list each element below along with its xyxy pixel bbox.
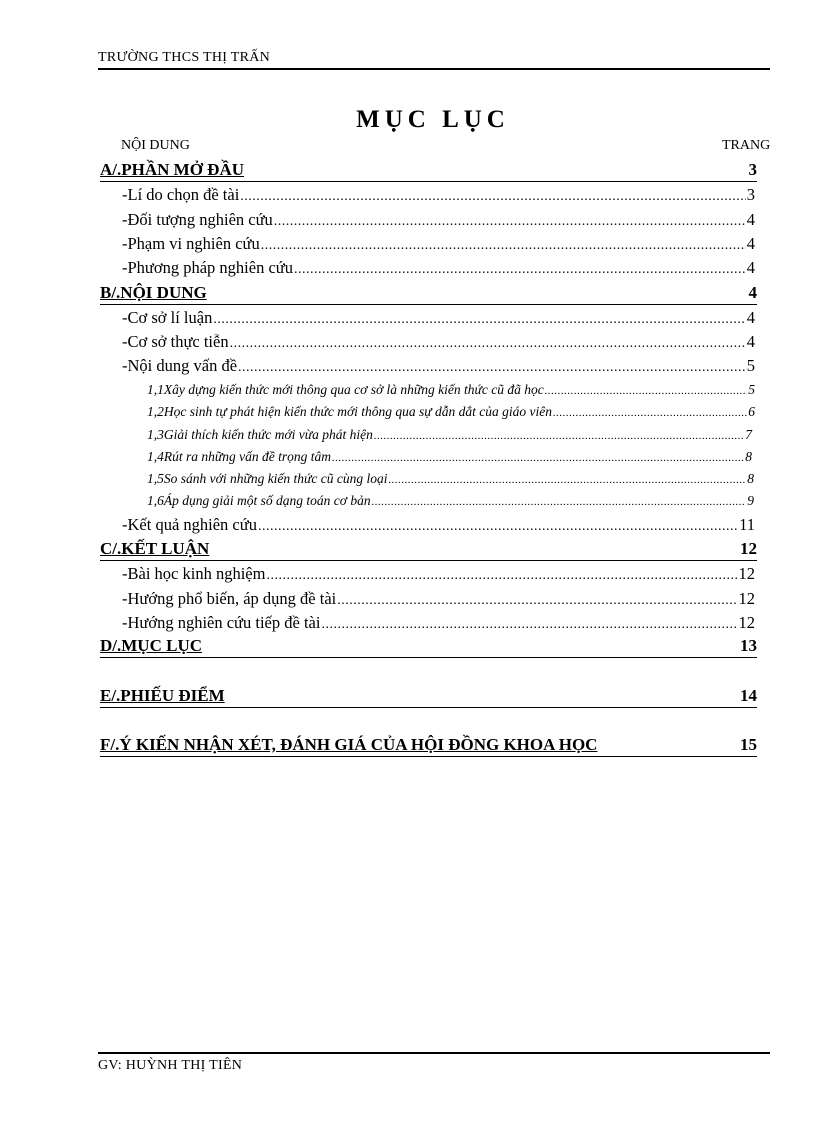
section-underline [100, 756, 757, 757]
section-underline [100, 707, 757, 708]
column-header-page: TRANG [722, 138, 771, 153]
toc-item[interactable] [122, 185, 755, 205]
toc-item[interactable] [122, 564, 755, 584]
toc-section-e[interactable] [100, 686, 757, 706]
toc-subitem-label: 1,1Xây dựng kiến thức mới thông qua cơ sở là những kiến thức cũ đã học [147, 382, 544, 397]
toc-item-label: -Lí do chọn đề tài [122, 185, 240, 204]
toc-item-label: -Đối tượng nghiên cứu [122, 210, 273, 229]
toc-leader [213, 308, 745, 328]
toc-item[interactable] [122, 613, 755, 633]
toc-subitem[interactable] [147, 427, 752, 443]
toc-item[interactable] [122, 258, 755, 278]
toc-leader [240, 185, 745, 205]
toc-item-label: -Phạm vi nghiên cứu [122, 234, 260, 253]
toc-item[interactable] [122, 515, 755, 535]
toc-section-b[interactable] [100, 283, 757, 303]
toc-section-label: C/.KẾT LUẬN [100, 539, 210, 558]
toc-leader [553, 404, 747, 420]
toc-item-page: 4 [746, 210, 755, 229]
toc-item[interactable] [122, 589, 755, 609]
toc-item-page: 11 [739, 515, 755, 534]
toc-section-f[interactable] [100, 735, 757, 755]
toc-item-page: 12 [738, 613, 755, 632]
page-header: TRƯỜNG THCS THỊ TRẤN [98, 50, 271, 65]
toc-section-page: 12 [740, 539, 757, 558]
toc-subitem[interactable] [147, 404, 755, 420]
toc-subitem-page: 8 [747, 471, 754, 486]
toc-section-label: D/.MỤC LỤC [100, 636, 202, 655]
toc-leader [321, 613, 737, 633]
column-header-content: NỘI DUNG [121, 138, 190, 153]
toc-leader [389, 471, 747, 487]
toc-subitem-label: 1,4Rút ra những vấn đề trọng tâm [147, 449, 331, 464]
toc-item-page: 12 [738, 564, 755, 583]
toc-item-label: -Phương pháp nghiên cứu [122, 258, 293, 277]
toc-item-page: 5 [746, 356, 755, 375]
toc-leader [266, 564, 737, 584]
toc-subitem-label: 1,5So sánh với những kiến thức cũ cùng loại [147, 471, 388, 486]
toc-section-page: 14 [740, 686, 757, 705]
toc-item-label: -Bài học kinh nghiệm [122, 564, 266, 583]
toc-leader [372, 493, 747, 509]
toc-item-page: 4 [746, 332, 755, 351]
toc-subitem[interactable] [147, 471, 754, 487]
toc-section-c[interactable] [100, 539, 757, 559]
toc-item-label: -Nội dung vấn đề [122, 356, 238, 375]
toc-leader [294, 258, 746, 278]
toc-leader [545, 382, 748, 398]
header-rule [98, 68, 770, 70]
toc-item[interactable] [122, 210, 755, 230]
toc-section-label: B/.NỘI DUNG [100, 283, 207, 302]
toc-section-d[interactable] [100, 636, 757, 656]
toc-item-label: -Cơ sở thực tiễn [122, 332, 229, 351]
section-underline [100, 304, 757, 305]
toc-item[interactable] [122, 356, 755, 376]
toc-section-label: E/.PHIẾU ĐIỂM [100, 686, 225, 705]
toc-item[interactable] [122, 234, 755, 254]
toc-leader [337, 589, 737, 609]
toc-leader [258, 515, 738, 535]
toc-section-page: 4 [748, 283, 757, 302]
toc-item[interactable] [122, 332, 755, 352]
toc-subitem-page: 7 [745, 427, 752, 442]
toc-subitem-page: 8 [745, 449, 752, 464]
toc-subitem-label: 1,6Áp dụng giải một số dạng toán cơ bản [147, 493, 371, 508]
toc-leader [374, 427, 744, 443]
toc-item-page: 3 [746, 185, 755, 204]
toc-leader [332, 449, 744, 465]
toc-leader [238, 356, 746, 376]
toc-section-page: 15 [740, 735, 757, 754]
toc-item-page: 4 [746, 308, 755, 327]
toc-leader [274, 210, 746, 230]
footer-rule [98, 1052, 770, 1054]
page-title: MỤC LỤC [356, 106, 510, 133]
toc-item-label: -Kết quả nghiên cứu [122, 515, 257, 534]
toc-subitem[interactable] [147, 382, 755, 398]
toc-item-label: -Hướng phổ biến, áp dụng đề tài [122, 589, 337, 608]
toc-section-page: 3 [748, 160, 757, 179]
section-underline [100, 181, 757, 182]
toc-item-label: -Cơ sở lí luận [122, 308, 213, 327]
toc-section-label: A/.PHẦN MỞ ĐẦU [100, 160, 245, 179]
toc-subitem[interactable] [147, 449, 752, 465]
page-footer: GV: HUỲNH THỊ TIÊN [98, 1058, 243, 1073]
toc-subitem-label: 1,2Học sinh tự phát hiện kiến thức mới thông qua sự dẫn dắt của giáo viên [147, 404, 552, 419]
toc-leader [230, 332, 746, 352]
toc-leader [261, 234, 746, 254]
toc-subitem-page: 9 [747, 493, 754, 508]
toc-subitem-label: 1,3Giải thích kiến thức mới vừa phát hiện [147, 427, 373, 442]
toc-item-label: -Hướng nghiên cứu tiếp đề tài [122, 613, 321, 632]
toc-section-page: 13 [740, 636, 757, 655]
toc-subitem-page: 5 [748, 382, 755, 397]
toc-item-page: 4 [746, 234, 755, 253]
toc-item-page: 4 [746, 258, 755, 277]
toc-subitem[interactable] [147, 493, 754, 509]
toc-section-label: F/.Ý KIẾN NHẬN XÉT, ĐÁNH GIÁ CỦA HỘI ĐỒNG KHOA HỌC [100, 735, 598, 754]
toc-item[interactable] [122, 308, 755, 328]
toc-section-a[interactable] [100, 160, 757, 180]
section-underline [100, 560, 757, 561]
section-underline [100, 657, 757, 658]
toc-item-page: 12 [738, 589, 755, 608]
toc-subitem-page: 6 [748, 404, 755, 419]
